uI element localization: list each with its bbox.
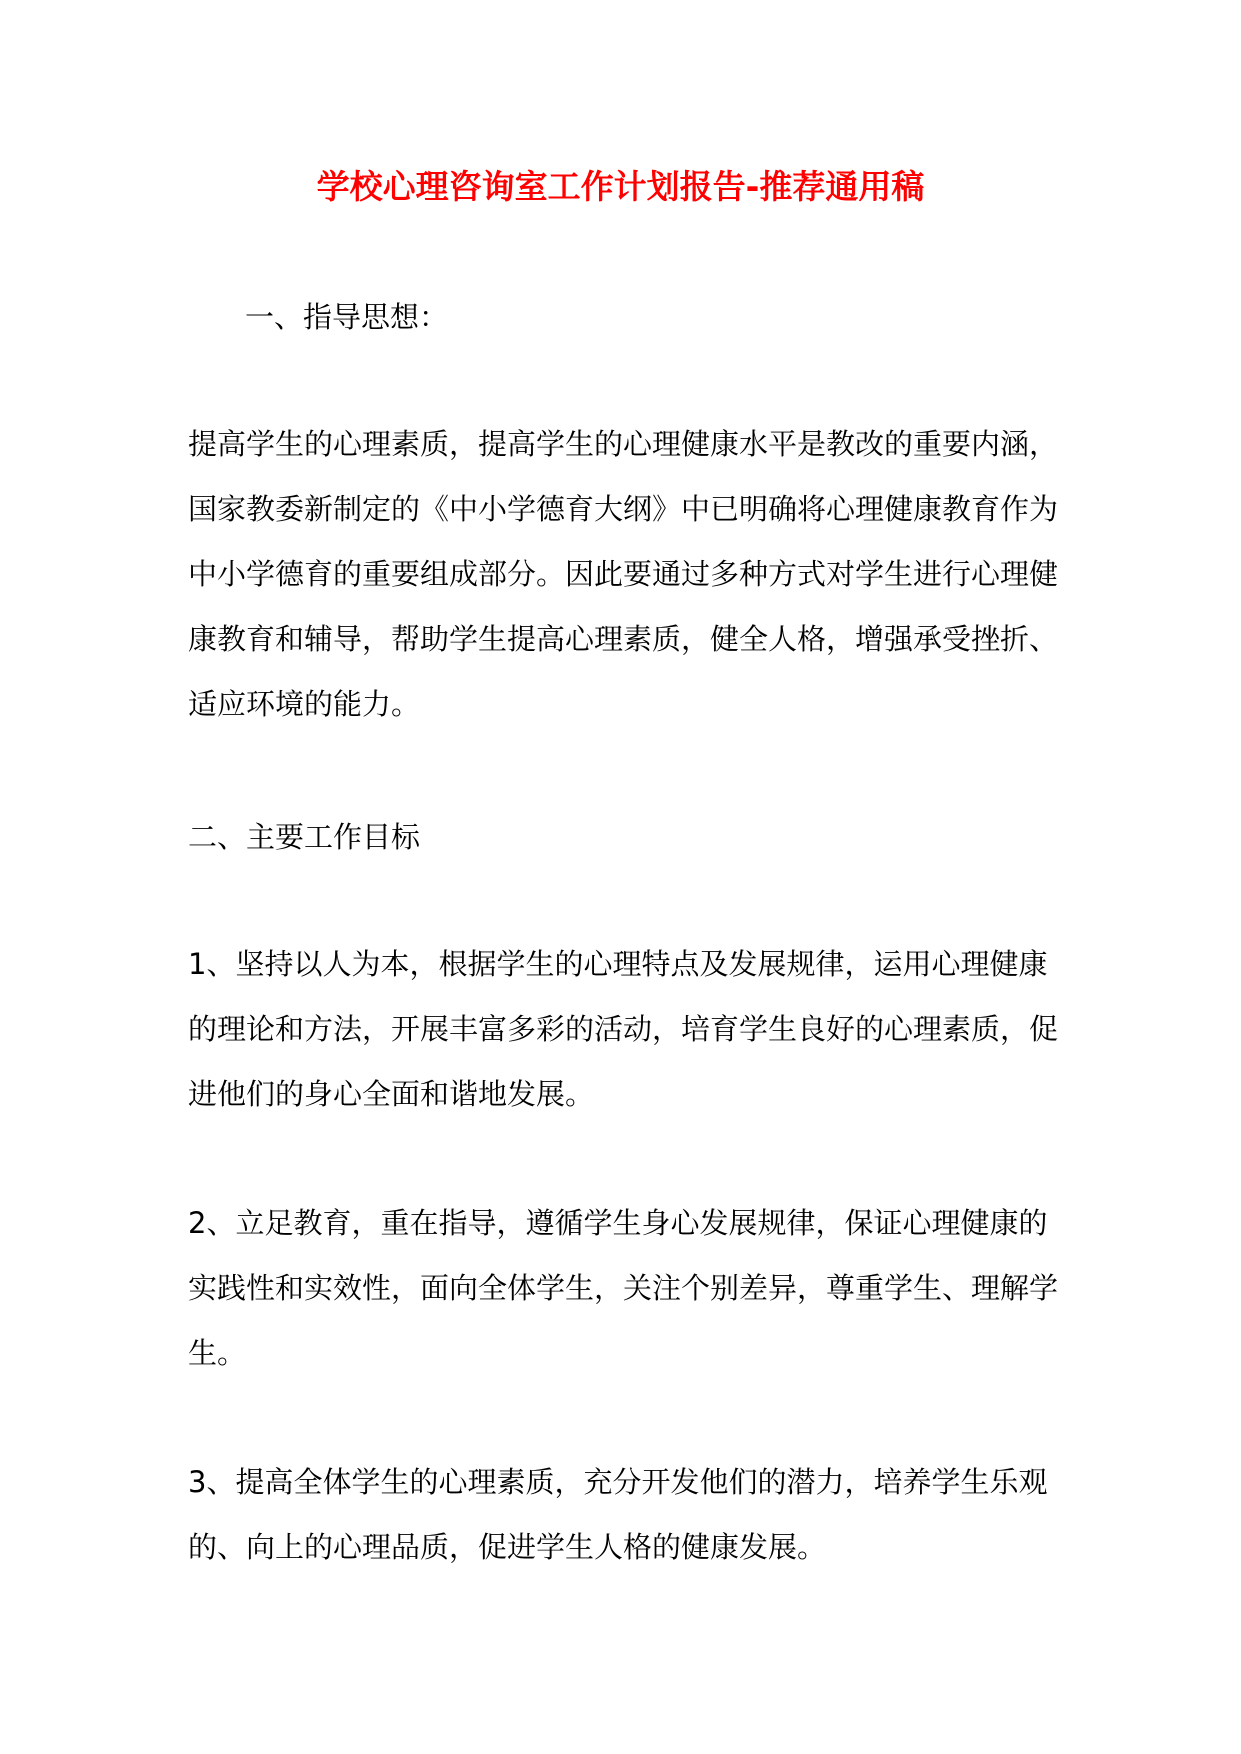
section-heading-guiding-ideology: 一、指导思想： xyxy=(245,300,449,334)
paragraph-goal-1 xyxy=(188,932,1088,1127)
paragraph-guiding-ideology xyxy=(188,412,1088,737)
paragraph-line: 中小学德育的重要组成部分。因此要通过多种方式对学生进行心理健 xyxy=(188,557,1059,591)
paragraph-line: 实践性和实效性，面向全体学生，关注个别差异，尊重学生、理解学 xyxy=(188,1271,1059,1305)
paragraph-line: 提高学生的心理素质，提高学生的心理健康水平是教改的重要内涵， xyxy=(188,427,1059,461)
section-heading-main-goals: 二、主要工作目标 xyxy=(188,820,421,854)
paragraph-line: 的理论和方法，开展丰富多彩的活动，培育学生良好的心理素质，促 xyxy=(188,1012,1059,1046)
paragraph-goal-2 xyxy=(188,1191,1088,1386)
paragraph-line: 1、坚持以人为本，根据学生的心理特点及发展规律，运用心理健康 xyxy=(188,947,1048,981)
paragraph-line: 适应环境的能力。 xyxy=(188,687,421,721)
paragraph-line: 3、提高全体学生的心理素质，充分开发他们的潜力，培养学生乐观 xyxy=(188,1465,1048,1499)
paragraph-goal-3 xyxy=(188,1450,1088,1580)
paragraph-line: 的、向上的心理品质，促进学生人格的健康发展。 xyxy=(188,1530,827,1564)
paragraph-line: 康教育和辅导，帮助学生提高心理素质，健全人格，增强承受挫折、 xyxy=(188,622,1059,656)
paragraph-line: 国家教委新制定的《中小学德育大纲》中已明确将心理健康教育作为 xyxy=(188,492,1059,526)
paragraph-line: 生。 xyxy=(188,1336,247,1370)
document-title: 学校心理咨询室工作计划报告-推荐通用稿 xyxy=(316,167,925,206)
paragraph-line: 2、立足教育，重在指导，遵循学生身心发展规律，保证心理健康的 xyxy=(188,1206,1048,1240)
paragraph-line: 进他们的身心全面和谐地发展。 xyxy=(188,1077,595,1111)
